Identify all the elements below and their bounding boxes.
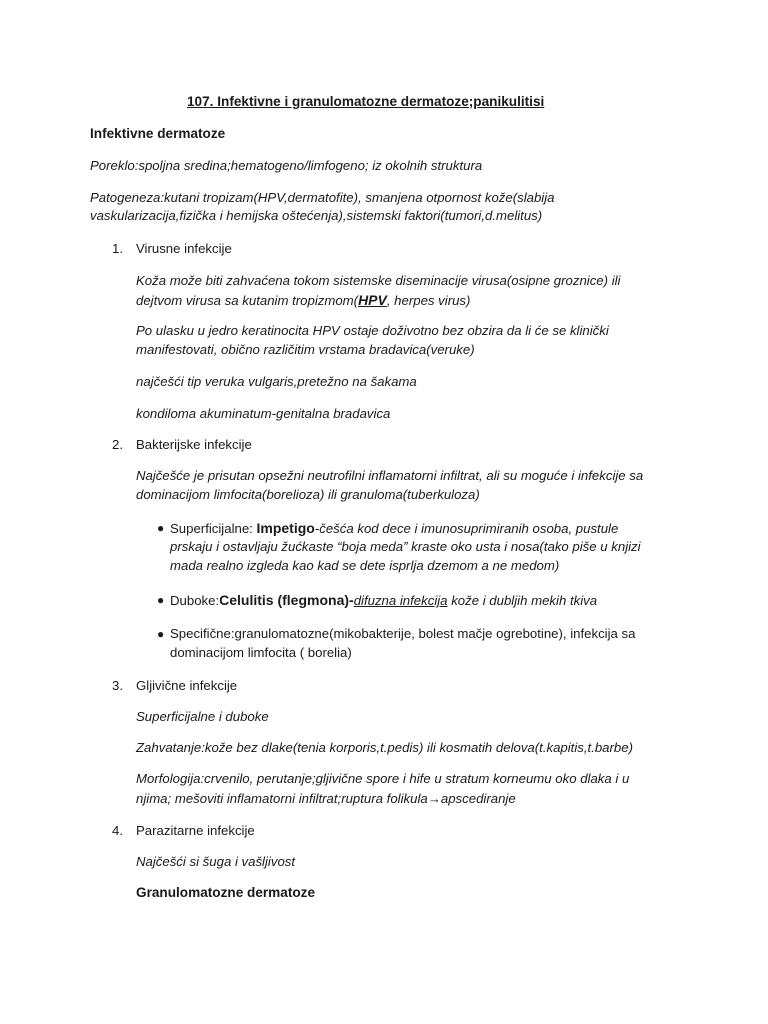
poreklo-text: Poreklo:spoljna sredina;hematogeno/limfogeno; iz okolnih struktura bbox=[90, 158, 483, 173]
list-number-1: 1. bbox=[112, 241, 123, 256]
bullet-superficijalne-line-3: mada realno izgleda kao kad se dete isprlja dzemom a ne medom) bbox=[170, 558, 560, 573]
bullet-duboke bbox=[170, 590, 597, 611]
virusne-p2-line-2: manifestovati, obično različitim vrstama bradavica(veruke) bbox=[136, 342, 475, 357]
gljivicne-p1: Superficijalne i duboke bbox=[136, 709, 269, 724]
section-heading-infektivne: Infektivne dermatoze bbox=[90, 126, 226, 141]
virusne-p2-line-1: Po ulasku u jedro keratinocita HPV ostaje doživotno bez obzira da li će se klinički bbox=[136, 323, 609, 338]
bakterijske-p1-line-1: Najčešće je prisutan opsežni neutrofilni inflamatorni infiltrat, ali su moguće i infekcije sa bbox=[136, 468, 644, 483]
bullet-icon: ● bbox=[157, 627, 165, 641]
bakterijske-p1-line-2: dominacijom limfocita(borelioza) ili granuloma(tuberkuloza) bbox=[136, 487, 480, 502]
superficijalne-label: Superficijalne: bbox=[170, 521, 257, 536]
bullet-specificne-line-1: Specifične:granulomatozne(mikobakterije, bolest mačje ogrebotine), infekcija sa bbox=[170, 626, 636, 641]
bullet-superficijalne-line-2: prskaju i ostavljaju žućkaste “boja meda” kraste oko usta i nosa(tako piše u knjizi bbox=[170, 539, 641, 554]
virusne-p3: najčešći tip veruka vulgaris,pretežno na šakama bbox=[136, 374, 417, 389]
bullet-superficijalne-line-1 bbox=[170, 518, 618, 539]
impetigo-desc: -češća kod dece i imunosuprimiranih osoba, pustule bbox=[314, 521, 619, 536]
page-title: 107. Infektivne i granulomatozne dermatoze;panikulitisi bbox=[187, 94, 545, 109]
section-heading-granulomatozne: Granulomatozne dermatoze bbox=[136, 885, 316, 900]
list-number-4: 4. bbox=[112, 823, 123, 838]
celulitis-term: Celulitis (flegmona)- bbox=[219, 592, 354, 608]
gljivicne-p3-line-1: Morfologija:crvenilo, perutanje;gljivične spore i hife u stratum korneumu oko dlaka i u bbox=[136, 771, 630, 786]
impetigo-term: Impetigo bbox=[256, 520, 315, 536]
bullet-icon: ● bbox=[157, 521, 165, 535]
list-item-bakterijske: Bakterijske infekcije bbox=[136, 437, 252, 452]
duboke-desc: kože i dubljih mekih tkiva bbox=[447, 593, 598, 608]
patogeneza-line-1: Patogeneza:kutani tropizam(HPV,dermatofite), smanjena otpornost kože(slabija bbox=[90, 190, 555, 205]
list-item-virusne: Virusne infekcije bbox=[136, 241, 232, 256]
gljivicne-p2: Zahvatanje:kože bez dlake(tenia korporis,t.pedis) ili kosmatih delova(t.kapitis,t.barbe) bbox=[136, 740, 633, 755]
gljivicne-p3-line-2: njima; mešoviti inflamatorni infiltrat;ruptura folikula→apscediranje bbox=[136, 791, 516, 806]
duboke-label: Duboke: bbox=[170, 593, 220, 608]
parazitarne-p1: Najčešći si šuga i vašljivost bbox=[136, 854, 296, 869]
virusne-p1-line-2 bbox=[136, 290, 470, 311]
virusne-p1-line-1: Koža može biti zahvaćena tokom sistemske diseminacije virusa(osipne groznice) ili bbox=[136, 273, 621, 288]
list-number-2: 2. bbox=[112, 437, 123, 452]
virusne-p4: kondiloma akuminatum-genitalna bradavica bbox=[136, 406, 391, 421]
hpv-emphasis: HPV bbox=[358, 292, 387, 308]
bullet-icon: ● bbox=[157, 593, 165, 607]
bullet-specificne-line-2: dominacijom limfocita ( borelia) bbox=[170, 645, 352, 660]
list-number-3: 3. bbox=[112, 678, 123, 693]
virusne-p1-text-c: , herpes virus) bbox=[386, 293, 471, 308]
difuzna-infekcija-text: difuzna infekcija bbox=[353, 593, 448, 608]
virusne-p1-text-a: dejtvom virusa sa kutanim tropizmom( bbox=[136, 293, 359, 308]
patogeneza-line-2: vaskularizacija,fizička i hemijska oštećenja),sistemski faktori(tumori,d.melitus) bbox=[90, 208, 543, 223]
list-item-gljivicne: Gljivične infekcije bbox=[136, 678, 238, 693]
list-item-parazitarne: Parazitarne infekcije bbox=[136, 823, 255, 838]
